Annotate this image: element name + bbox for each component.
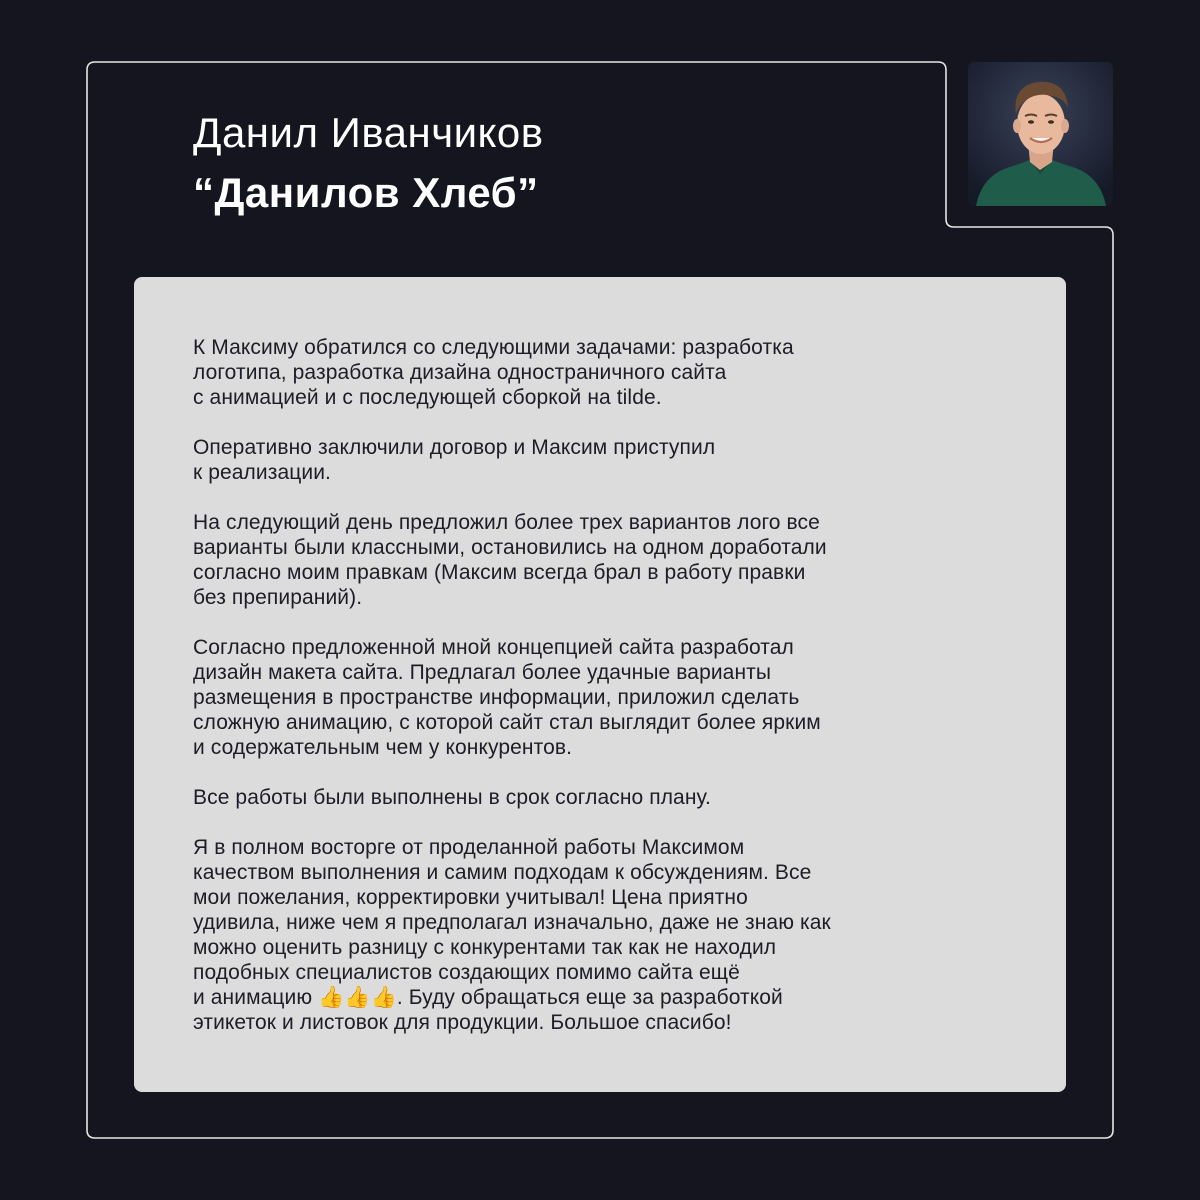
review-paragraph: На следующий день предложил более трех вариантов лого все варианты были классными, остановились на одном доработали согласно моим правкам (Максим всегда брал в работу правки без препираний). xyxy=(193,511,827,609)
avatar-photo xyxy=(968,62,1113,206)
company-name: “Данилов Хлеб” xyxy=(193,169,539,216)
review-paragraph: К Максиму обратился со следующими задачами: разработка логотипа, разработка дизайна одностраничного сайта с анимацией и с последующей сборкой на tilde. xyxy=(193,336,794,409)
author-name: Данил Иванчиков xyxy=(193,109,544,156)
avatar xyxy=(968,62,1113,206)
review-paragraph: Я в полном восторге от проделанной работы Максимом качеством выполнения и самим подходам к обсуждениям. Все мои пожелания, корректировки учитывал! Цена приятно удивила, ниже чем я предполагал изначально, даже не знаю как можно оценить разницу с конкурентами так как не находил подобных специалистов создающих помимо сайта ещё и анимацию 👍👍👍. Буду обращаться еще за разработкой этикеток и листовок для продукции. Большое спасибо! xyxy=(193,836,831,1034)
review-paragraph: Согласно предложенной мной концепцией сайта разработал дизайн макета сайта. Предлагал более удачные варианты размещения в пространстве информации, приложил сделать сложную анимацию, с которой сайт стал выглядит более ярким и содержательным чем у конкурентов. xyxy=(193,636,821,759)
review-paragraph: Оперативно заключили договор и Максим приступил к реализации. xyxy=(193,436,716,484)
review-card xyxy=(134,277,1066,1092)
review-paragraph: Все работы были выполнены в срок согласно плану. xyxy=(193,786,711,809)
